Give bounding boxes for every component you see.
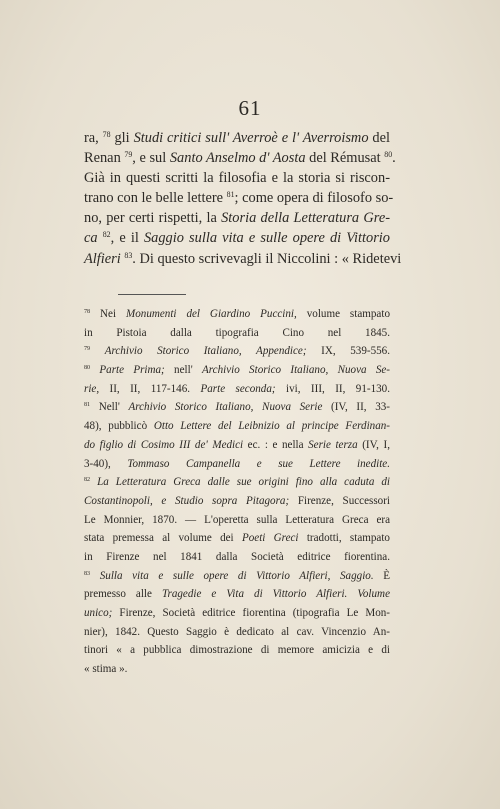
text-run: 48), pubblicò <box>84 420 154 433</box>
italic-text: Santo Anselmo d' Aosta <box>169 150 306 167</box>
italic-text: Alfieri <box>84 250 121 267</box>
text-run: IX, 539-556. <box>306 345 390 358</box>
footnote-line <box>84 361 390 380</box>
text-run: nell' <box>164 364 202 377</box>
footnote-marker: 81 <box>226 190 235 200</box>
footnote-line <box>84 604 390 623</box>
text-run <box>90 570 100 582</box>
italic-text: Tragedie e Vita di Vittorio Alfieri. Volume <box>161 588 390 601</box>
body-line <box>84 208 390 228</box>
italic-text: Saggio sulla vita e sulle opere di Vittorio <box>143 230 390 247</box>
footnote-marker: 78 <box>102 129 111 139</box>
footnote-line <box>84 641 390 660</box>
body-line <box>84 168 390 188</box>
text-run: del <box>368 130 391 146</box>
text-run: Nei <box>90 308 126 320</box>
text-run: Già in questi scritti la filosofia e la storia si riscon- <box>84 170 390 187</box>
footnote-line <box>84 455 390 474</box>
footnote-marker: 83 <box>84 570 91 577</box>
footnote-marker: 83 <box>124 250 133 260</box>
text-run: « stima ». <box>84 663 128 676</box>
text-run: (IV, II, 33- <box>322 401 390 414</box>
text-run: . Di questo scrivevagli il Niccolini : « Ridetevi <box>132 250 402 267</box>
italic-text: Poeti Greci <box>241 532 299 545</box>
text-run <box>90 345 105 357</box>
body-line <box>84 249 402 269</box>
body-line <box>84 128 390 148</box>
italic-text: La Letteratura Greca dalle sue origini fino alla caduta di <box>97 476 390 489</box>
text-run: È <box>373 569 390 582</box>
italic-text: Archivio Storico Italiano, Nuova Serie <box>128 401 323 414</box>
text-run: volume stampato <box>296 308 390 320</box>
italic-text: Costantinopoli, e Studio sopra Pitagora; <box>84 494 290 507</box>
text-run: , e sul <box>132 150 170 167</box>
text-run: in Pistoia dalla tipografia Cino nel 1845. <box>84 326 390 339</box>
italic-text: Serie terza <box>308 438 358 451</box>
italic-text: Tommaso Campanella e sue Lettere inedite. <box>127 457 390 470</box>
footnote-line <box>84 660 390 679</box>
footnote-line <box>84 511 390 530</box>
footnote-line <box>84 417 390 436</box>
italic-text: Sulla vita e sulle opere di Vittorio Alfieri, Saggio. <box>99 569 374 582</box>
text-run: in Firenze nel 1841 dalla Società editrice fiorentina. <box>84 550 390 563</box>
text-run: ivi, III, II, 91-130. <box>275 382 390 395</box>
text-run: del Rémusat <box>305 150 385 167</box>
text-run: gli <box>110 130 134 146</box>
footnote-line <box>84 567 390 586</box>
italic-text: Archivio Storico Italiano, Nuova Se- <box>201 364 390 377</box>
footnote-line <box>84 473 390 492</box>
text-run: tradotti, stampato <box>298 532 390 545</box>
text-run: Firenze, Successori <box>289 494 390 507</box>
footnote-line <box>84 342 390 361</box>
text-run: Le Monnier, 1870. — L'operetta sulla Letteratura Greca era <box>84 513 390 526</box>
footnote-line <box>84 623 390 642</box>
body-line <box>84 228 390 248</box>
italic-text: rie, <box>84 382 100 395</box>
footnote-marker: 82 <box>102 230 111 240</box>
italic-text: Studi critici sull' Averroè e l' Averroismo <box>133 130 369 146</box>
text-run: Nell' <box>90 401 129 414</box>
italic-text: Storia della Letteratura Gre- <box>221 210 390 227</box>
text-run: stata premessa al volume dei <box>84 532 242 545</box>
footnote-line <box>84 324 390 343</box>
footnote-marker: 80 <box>384 149 393 159</box>
text-run <box>90 364 99 376</box>
italic-text: unico; <box>84 607 113 619</box>
footnote-marker: 79 <box>84 346 91 353</box>
footnote-line <box>84 548 390 567</box>
text-run: no, per certi rispetti, la <box>84 210 222 227</box>
italic-text: Parte seconda; <box>200 382 276 395</box>
text-run: , e il <box>110 230 144 247</box>
text-run: 3-40), <box>84 457 128 470</box>
text-run: II, II, 117-146. <box>99 382 201 395</box>
footnote-line <box>84 529 390 548</box>
footnote-separator-rule <box>118 294 186 295</box>
footnote-marker: 79 <box>124 149 133 159</box>
page-number: 61 <box>238 96 262 120</box>
text-run: . <box>392 150 396 167</box>
footnote-line <box>84 305 390 324</box>
text-run: premesso alle <box>84 588 162 601</box>
text-run: nier), 1842. Questo Saggio è dedicato al cav. Vincenzio An- <box>84 625 390 638</box>
footnote-line <box>84 398 390 417</box>
italic-text: do figlio di Cosimo III de' Medici <box>84 438 244 451</box>
italic-text: Archivio Storico Italiano, Appendice; <box>104 345 307 358</box>
footnote-line <box>84 492 390 511</box>
text-run: trano con le belle lettere <box>84 190 227 207</box>
text-run: ; come opera di filosofo so- <box>234 190 394 207</box>
text-run: ra, <box>84 130 103 146</box>
footnote-line <box>84 436 390 455</box>
body-text <box>84 128 402 269</box>
text-run: Renan <box>84 150 125 167</box>
text-run: ec. : e nella <box>243 438 309 451</box>
text-run: tinori « a pubblica dimostrazione di memore amicizia e di <box>84 644 390 657</box>
italic-text: Monumenti del Giardino Puccini, <box>125 308 297 320</box>
footnote-marker: 81 <box>84 402 91 409</box>
body-line <box>84 188 394 208</box>
text-run: Firenze, Società editrice fiorentina (tipografia Le Mon- <box>112 607 390 619</box>
footnote-marker: 80 <box>84 365 91 372</box>
footnote-marker: 78 <box>84 309 91 316</box>
footnote-marker: 82 <box>84 477 91 484</box>
text-run: (IV, I, <box>357 438 390 451</box>
body-line <box>84 148 396 168</box>
footnote-line <box>84 585 390 604</box>
italic-text: Otto Lettere del Leibnizio al principe Ferdinan- <box>153 420 390 433</box>
footnotes <box>84 305 390 679</box>
italic-text: ca <box>84 230 98 247</box>
footnote-line <box>84 380 390 399</box>
italic-text: Parte Prima; <box>99 364 165 377</box>
